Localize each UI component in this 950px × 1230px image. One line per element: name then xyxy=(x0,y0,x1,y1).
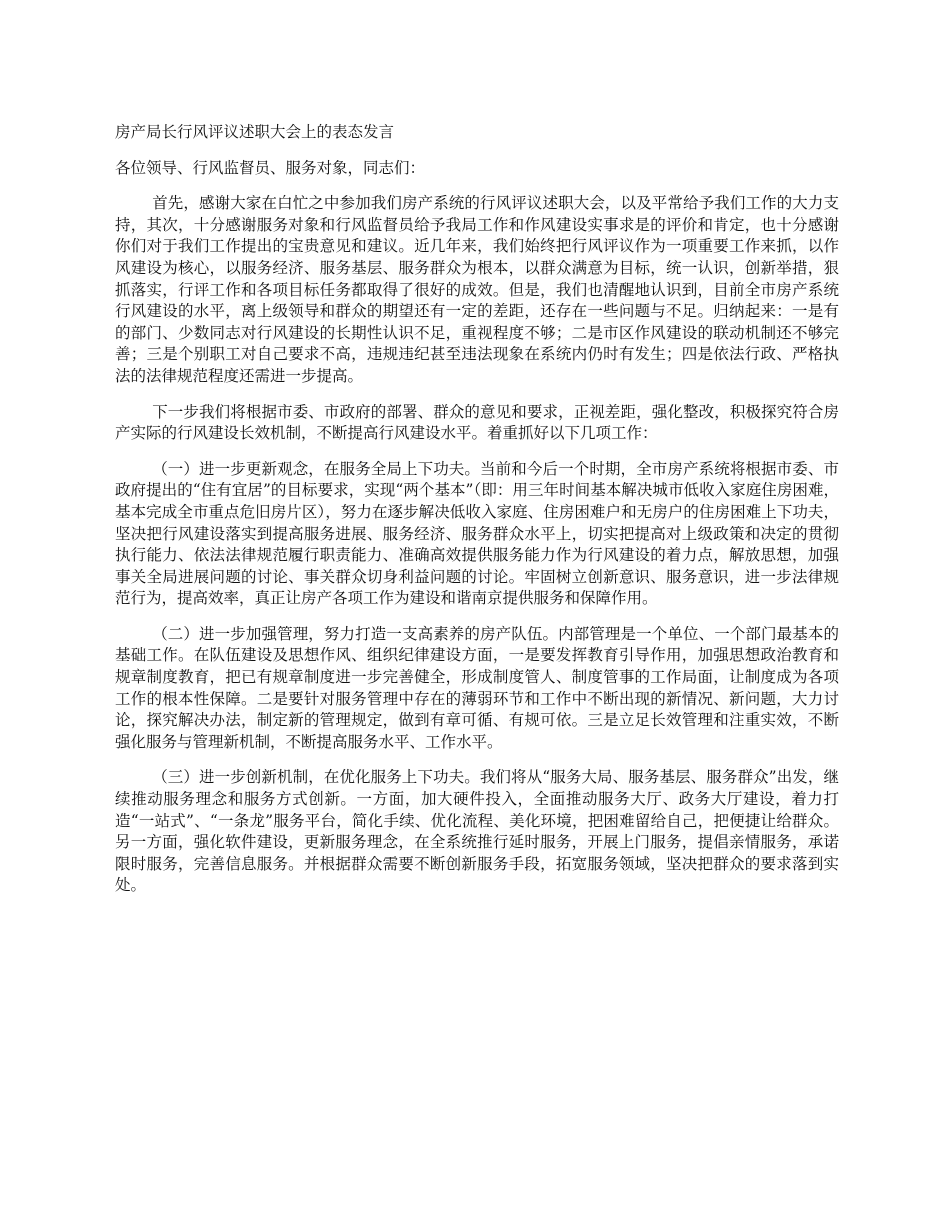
paragraph-intro: 首先，感谢大家在白忙之中参加我们房产系统的行风评议述职大会，以及平常给予我们工作的大力支持，其次，十分感谢服务对象和行风监督员给予我局工作和作风建设实事求是的评价和肯定，也十分感谢你们对于我们工作提出的宝贵意见和建议。近几年来，我们始终把行风评议作为一项重要工作来抓，以作风建设为核心，以服务经济、服务基层、服务群众为根本，以群众满意为目标，统一认识，创新举措，狠抓落实，行评工作和各项目标任务都取得了很好的成效。但是，我们也清醒地认识到，目前全市房产系统行风建设的水平，离上级领导和群众的期望还有一定的差距，还存在一些问题与不足。归纳起来：一是有的部门、少数同志对行风建设的长期性认识不足，重视程度不够；二是市区作风建设的联动机制还不够完善；三是个别职工对自己要求不高，违规违纪甚至违法现象在系统内仍时有发生；四是依法行政、严格执法的法律规范程度还需进一步提高。 xyxy=(115,194,839,385)
paragraph-next-steps: 下一步我们将根据市委、市政府的部署、群众的意见和要求，正视差距，强化整改，积极探究符合房产实际的行风建设长效机制，不断提高行风建设水平。着重抓好以下几项工作： xyxy=(115,402,839,443)
document-title: 房产局长行风评议述职大会上的表态发言 xyxy=(115,123,395,141)
paragraph-item-3: （三）进一步创新机制，在优化服务上下功夫。我们将从“服务大局、服务基层、服务群众”出发，继续推动服务理念和服务方式创新。一方面，加大硬件投入，全面推动服务大厅、政务大厅建设，着力打造“一站式”、“一条龙”服务平台，简化手续、优化流程、美化环境，把困难留给自己，把便捷让给群众。另一方面，强化软件建设，更新服务理念，在全系统推行延时服务，开展上门服务，提倡亲情服务，承诺限时服务，完善信息服务。并根据群众需要不断创新服务手段，拓宽服务领域，坚决把群众的要求落到实处。 xyxy=(115,768,839,895)
paragraph-item-1: （一）进一步更新观念，在服务全局上下功夫。当前和今后一个时期，全市房产系统将根据市委、市政府提出的“住有宜居”的目标要求，实现“两个基本”（即：用三年时间基本解决城市低收入家庭住房困难，基本完成全市重点危旧房片区），努力在逐步解决低收入家庭、住房困难户和无房户的住房困难上下功夫，坚决把行风建设落实到提高服务进展、服务经济、服务群众水平上，切实把提高对上级政策和决定的贯彻执行能力、依法法律规范履行职责能力、准确高效提供服务能力作为行风建设的着力点，解放思想，加强事关全局进展问题的讨论、事关群众切身利益问题的讨论。牢固树立创新意识、服务意识，进一步法律规范行为，提高效率，真正让房产各项工作为建设和谐南京提供服务和保障作用。 xyxy=(115,459,839,608)
salutation: 各位领导、行风监督员、服务对象，同志们： xyxy=(115,158,426,177)
paragraph-item-2: （二）进一步加强管理，努力打造一支高素养的房产队伍。内部管理是一个单位、一个部门最基本的基础工作。在队伍建设及思想作风、组织纪律建设方面，一是要发挥教育引导作用，加强思想政治教育和规章制度教育，把已有规章制度进一步完善健全，形成制度管人、制度管事的工作局面，让制度成为各项工作的根本性保障。二是要针对服务管理中存在的薄弱环节和工作中不断出现的新情况、新问题，大力讨论，探究解决办法，制定新的管理规定，做到有章可循、有规可依。三是立足长效管理和注重实效，不断强化服务与管理新机制，不断提高服务水平、工作水平。 xyxy=(115,624,839,751)
document-page xyxy=(115,122,839,911)
